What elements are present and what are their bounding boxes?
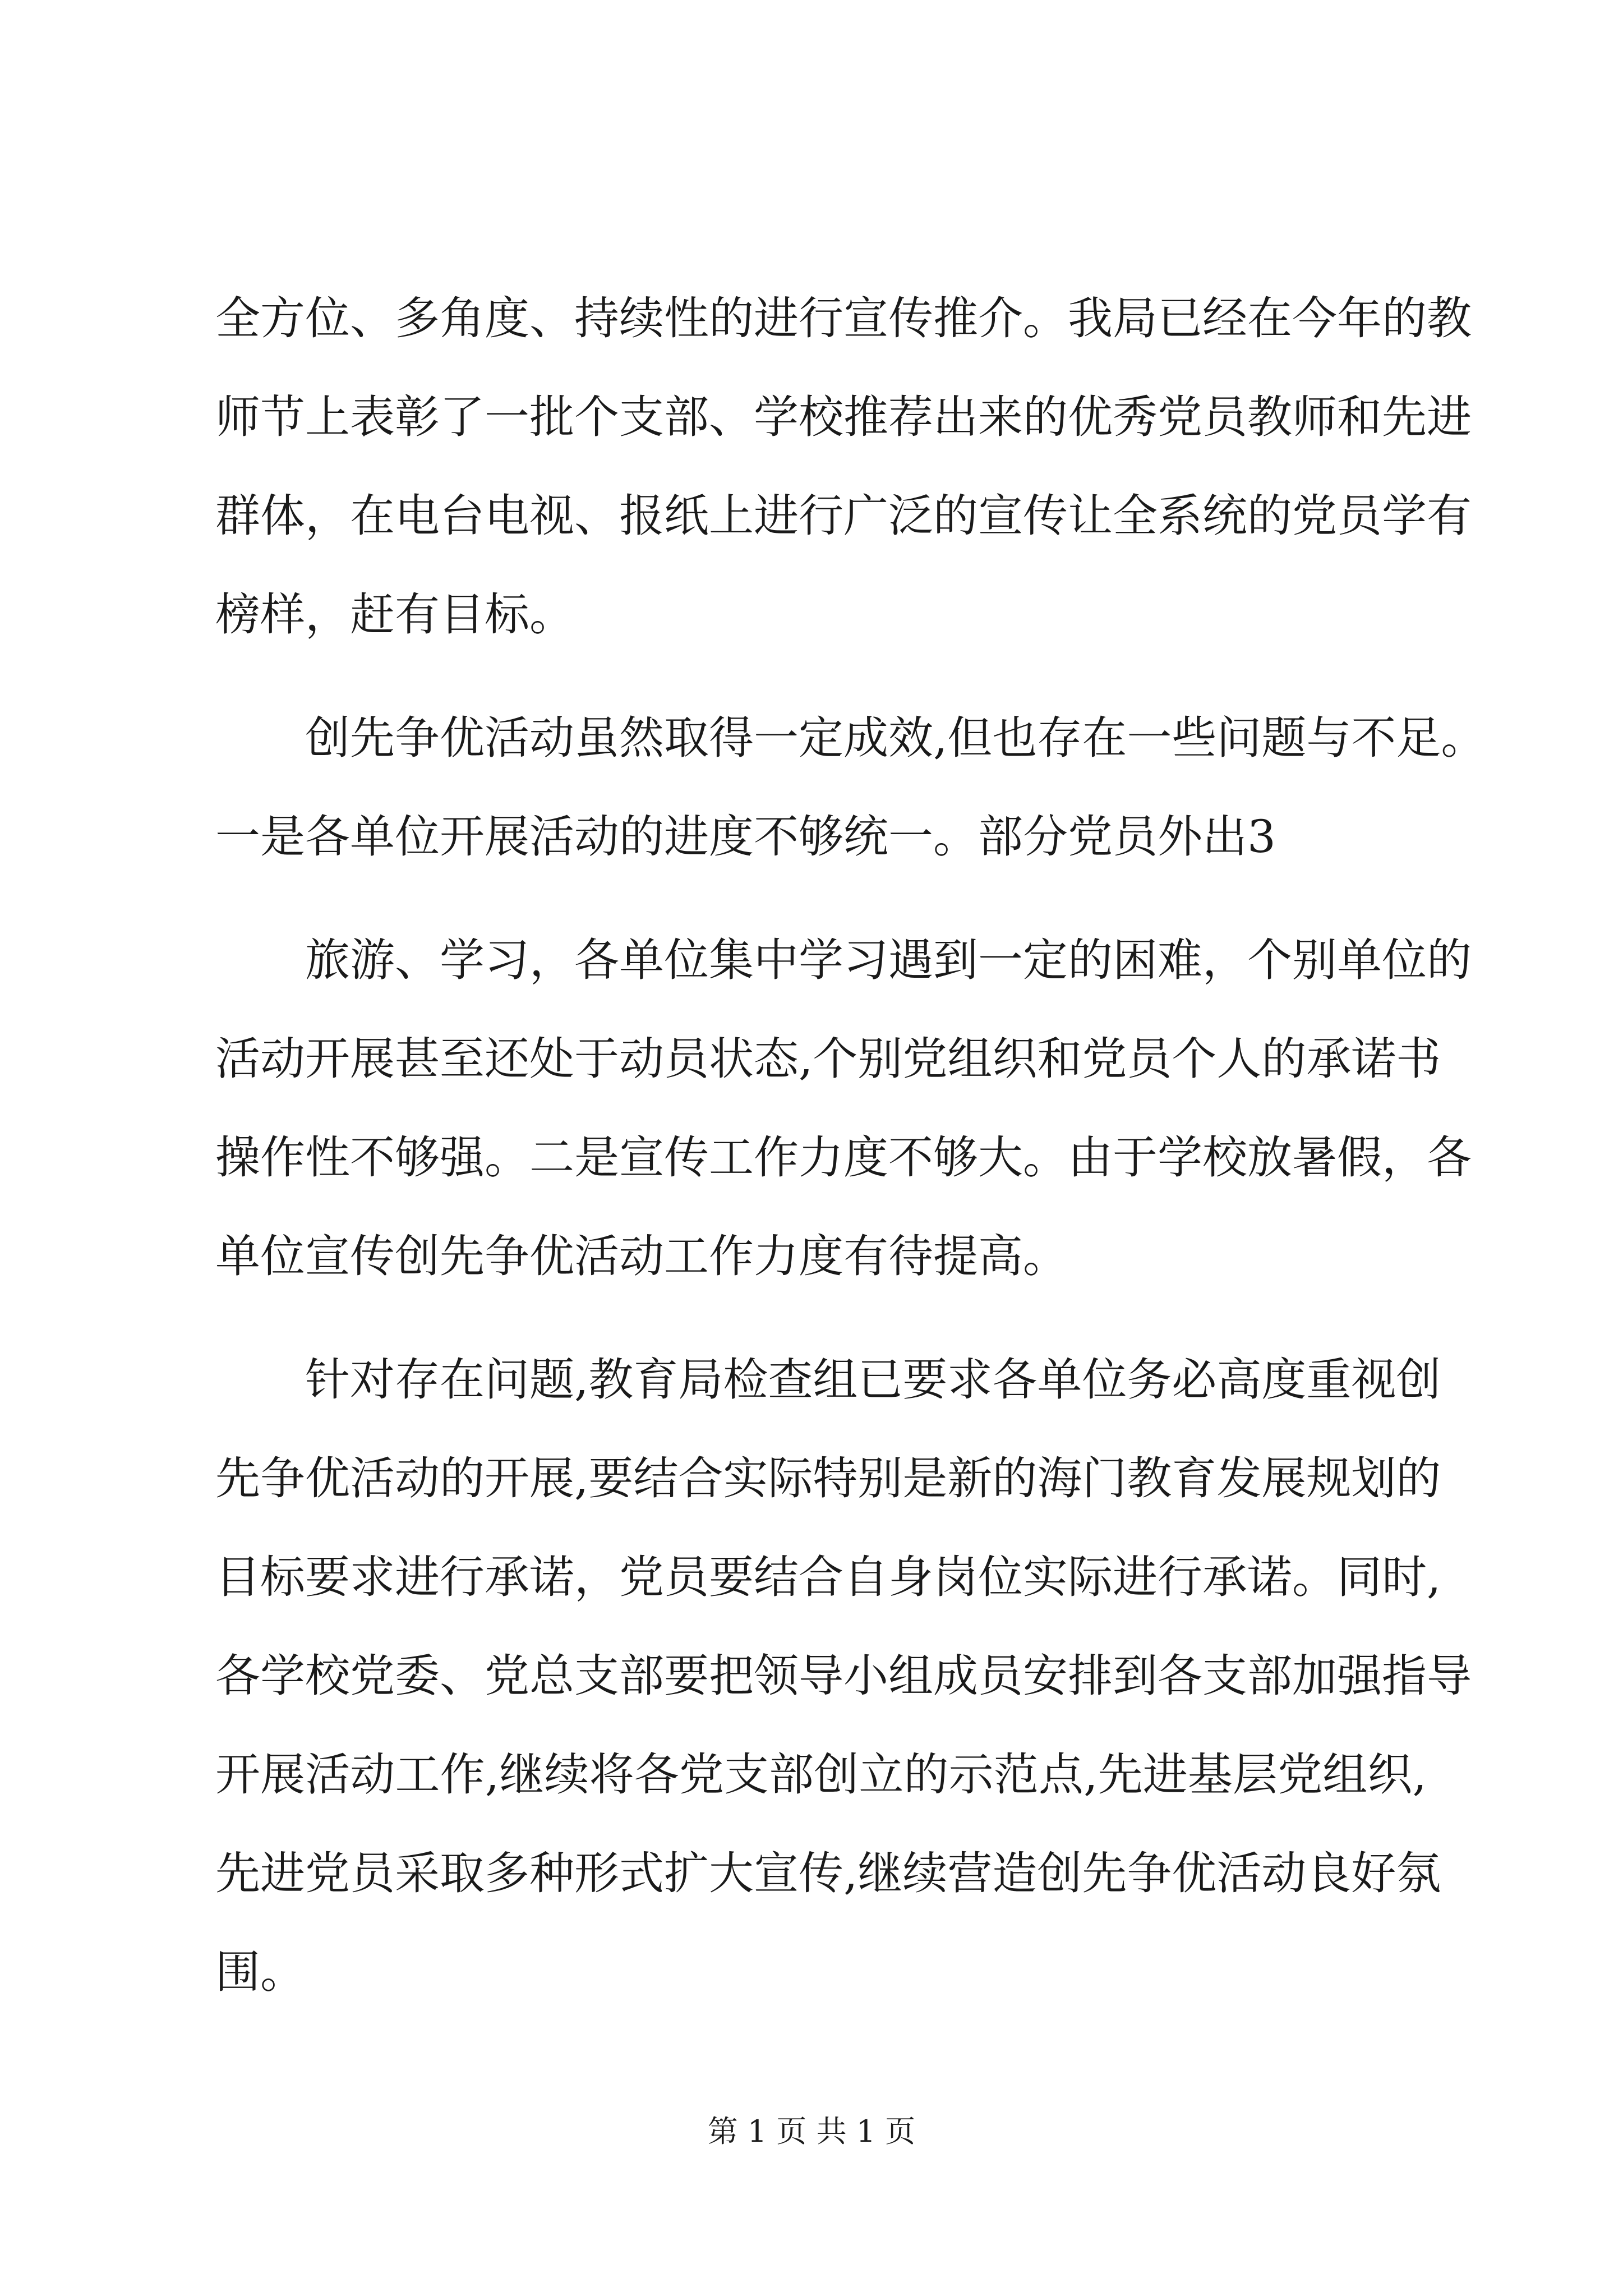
text-line: 单位宣传创先争优活动工作力度有待提高。 xyxy=(215,1230,1068,1282)
text-line: 操作性不够强。二是宣传工作力度不够大。由于学校放暑假，各 xyxy=(215,1131,1472,1184)
paragraph xyxy=(215,269,1472,664)
text-line: 针对存在问题,教育局检查组已要求各单位务必高度重视创 xyxy=(215,1354,1441,1406)
text-line: 各学校党委、党总支部要把领导小组成员安排到各支部加强指导 xyxy=(215,1650,1472,1702)
text-line: 一是各单位开展活动的进度不够统一。部分党员外出3 xyxy=(215,811,1276,863)
text-line: 围。 xyxy=(215,1946,305,1998)
text-line: 师节上表彰了一批个支部、学校推荐出来的优秀党员教师和先进 xyxy=(215,391,1472,443)
text-line: 活动开展甚至还处于动员状态,个别党组织和党员个人的承诺书 xyxy=(215,1033,1441,1085)
text-line: 开展活动工作,继续将各党支部创立的示范点,先进基层党组织, xyxy=(215,1749,1427,1801)
text-line: 榜样，赶有目标。 xyxy=(215,588,574,641)
text-line: 目标要求进行承诺，党员要结合自身岗位实际进行承诺。同时, xyxy=(215,1551,1441,1603)
text-line: 先进党员采取多种形式扩大宣传,继续营造创先争优活动良好氛 xyxy=(215,1847,1441,1899)
text-line: 先争优活动的开展,要结合实际特别是新的海门教育发展规划的 xyxy=(215,1452,1441,1504)
text-line: 全方位、多角度、持续性的进行宣传推介。我局已经在今年的教 xyxy=(215,292,1472,344)
page-number-label: 第 1 页 共 1 页 xyxy=(707,2114,916,2149)
text-line: 群体，在电台电视、报纸上进行广泛的宣传让全系统的党员学有 xyxy=(215,490,1472,542)
paragraph xyxy=(215,689,1486,886)
text-line: 创先争优活动虽然取得一定成效,但也存在一些问题与不足。 xyxy=(215,712,1486,764)
paragraph xyxy=(215,1331,1472,2022)
page-footer xyxy=(0,2109,1623,2154)
text-line: 旅游、学习，各单位集中学习遇到一定的困难，个别单位的 xyxy=(215,934,1472,986)
paragraph xyxy=(215,911,1472,1306)
document-body xyxy=(215,269,1486,2022)
